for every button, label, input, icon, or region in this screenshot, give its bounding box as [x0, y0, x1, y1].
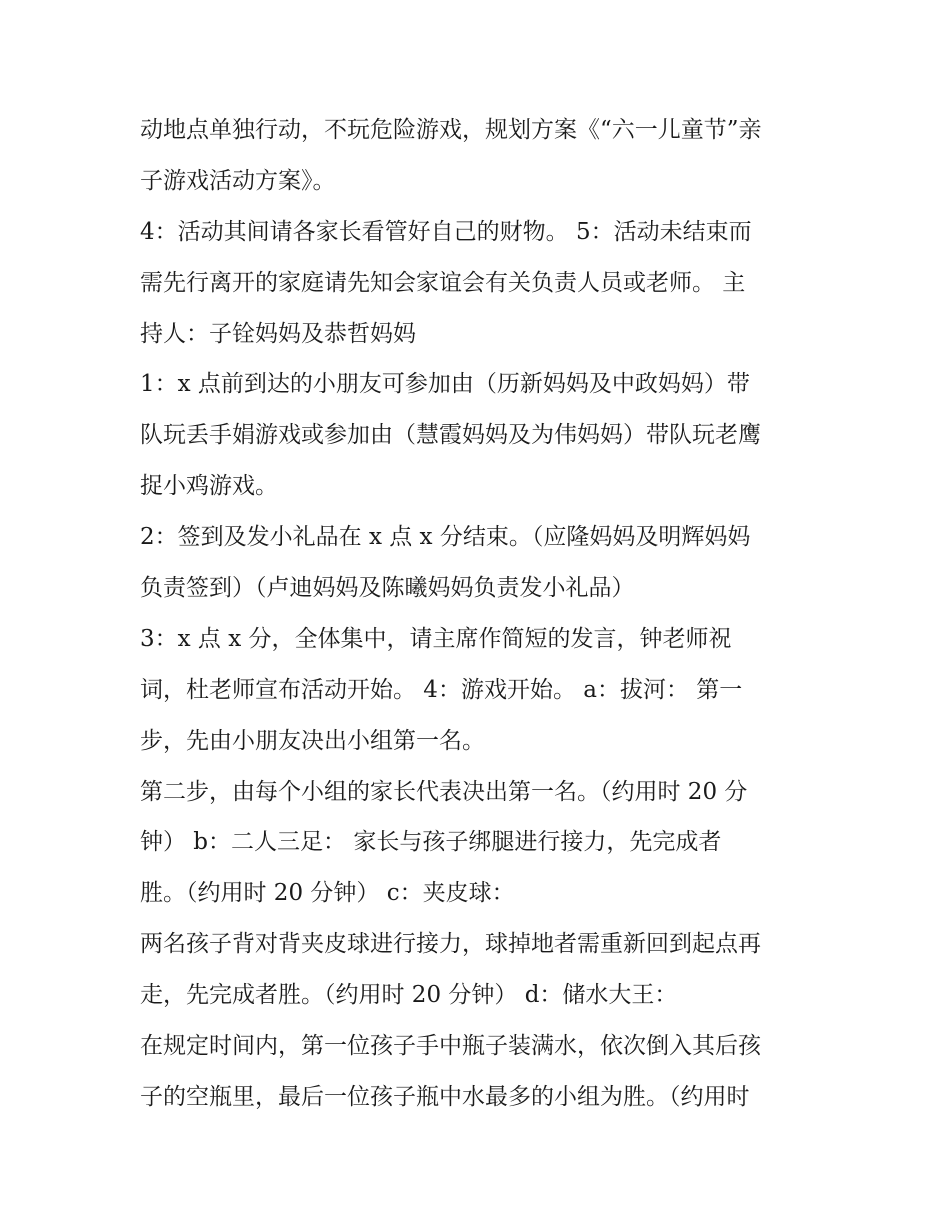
text-line: 2：签到及发小礼品在 x 点 x 分结束。（应隆妈妈及明辉妈妈 — [140, 524, 751, 551]
text-line: 在规定时间内，第一位孩子手中瓶子装满水，依次倒入其后孩 — [140, 1033, 761, 1060]
text-line: 捉小鸡游戏。 — [140, 473, 278, 500]
text-line: 走，先完成者胜。（约用时 20 分钟） d：储水大王： — [140, 982, 678, 1009]
text-line: 钟） b：二人三足： 家长与孩子绑腿进行接力，先完成者 — [140, 829, 722, 856]
text-line: 第二步，由每个小组的家长代表决出第一名。（约用时 20 分 — [140, 778, 748, 805]
text-line: 子的空瓶里，最后一位孩子瓶中水最多的小组为胜。（约用时 — [140, 1083, 750, 1110]
text-line: 3：x 点 x 分，全体集中，请主席作简短的发言，钟老师祝 — [140, 625, 732, 652]
text-line: 队玩丢手娟游戏或参加由（慧霞妈妈及为伟妈妈）带队玩老鹰 — [140, 422, 761, 449]
document-body — [140, 105, 830, 1123]
text-line: 两名孩子背对背夹皮球进行接力，球掉地者需重新回到起点再 — [140, 931, 761, 958]
text-line: 词，杜老师宣布活动开始。 4：游戏开始。 a：拔河： 第一 — [140, 676, 743, 703]
text-line: 需先行离开的家庭请先知会家谊会有关负责人员或老师。 主 — [140, 269, 746, 296]
text-line: 负责签到）（卢迪妈妈及陈曦妈妈负责发小礼品） — [140, 575, 635, 602]
text-line: 胜。（约用时 20 分钟） c：夹皮球： — [140, 880, 515, 907]
text-line: 子游戏活动方案》。 — [140, 167, 336, 194]
text-line: 1：x 点前到达的小朋友可参加由（历新妈妈及中政妈妈）带 — [140, 371, 750, 398]
text-line: 动地点单独行动，不玩危险游戏，规划方案《“六一儿童节”亲 — [140, 117, 762, 143]
text-line: 4：活动其间请各家长看管好自己的财物。 5：活动未结束而 — [140, 218, 752, 245]
text-line: 持人：子铨妈妈及恭哲妈妈 — [140, 320, 416, 347]
text-line: 步，先由小朋友决出小组第一名。 — [140, 727, 485, 754]
